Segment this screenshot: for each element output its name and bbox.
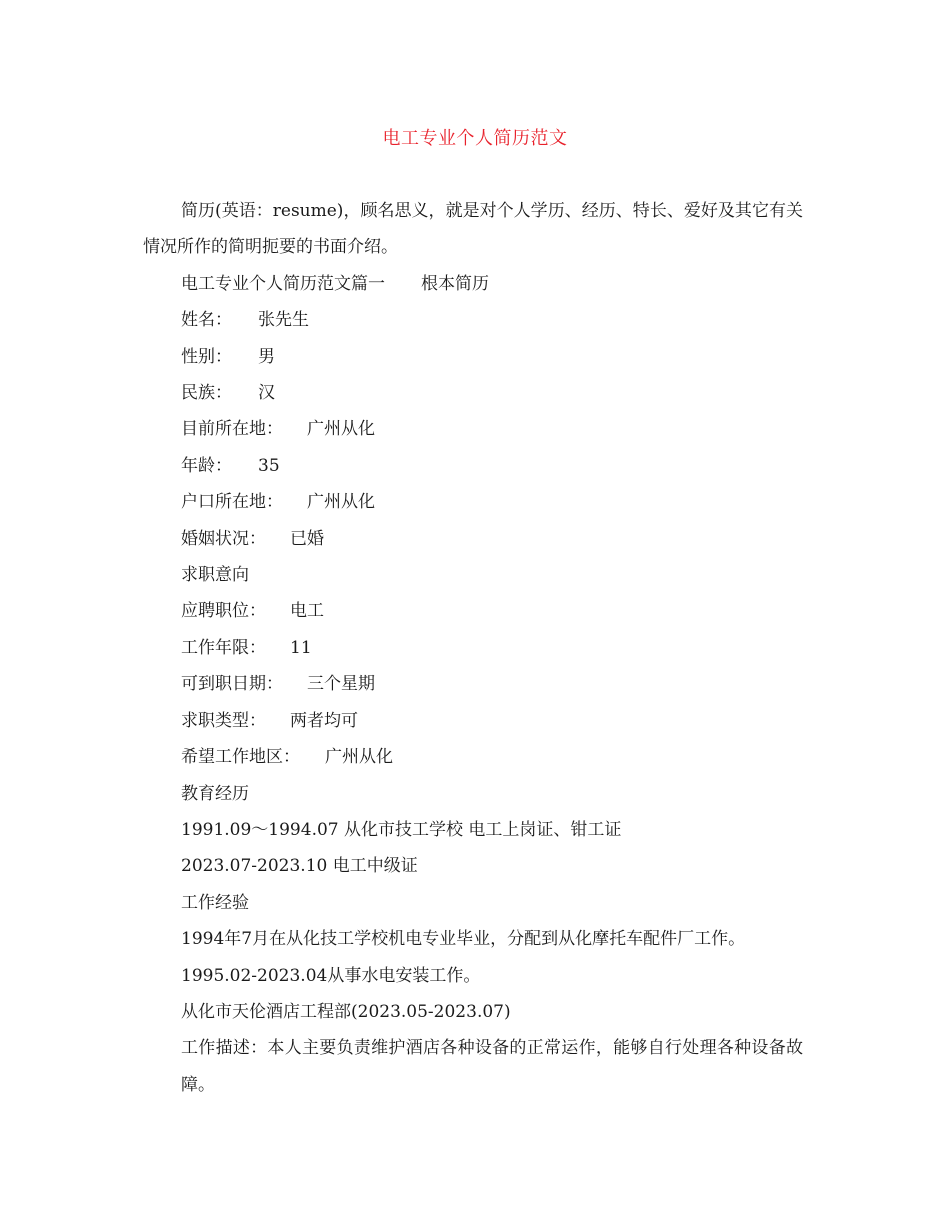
work-item: 1995.02-2023.04从事水电安装工作。: [181, 965, 481, 986]
education-item: 1991.09～1994.07 从化市技工学校 电工上岗证、钳工证: [181, 819, 622, 840]
document-body: [143, 193, 803, 1103]
field-job-type: [143, 703, 803, 739]
education-heading: 教育经历: [181, 783, 249, 804]
section-subheading: 根本简历: [421, 273, 489, 294]
field-label: 性别：: [181, 346, 232, 367]
field-label: 年龄：: [181, 455, 232, 476]
document-title: 电工专业个人简历范文: [382, 128, 568, 149]
work-item: 从化市天伦酒店工程部(2023.05-2023.07): [181, 1001, 511, 1022]
field-label: 希望工作地区：: [181, 747, 300, 768]
field-label: 应聘职位：: [181, 601, 266, 622]
field-value: 广州从化: [307, 419, 375, 440]
field-label: 姓名：: [181, 310, 232, 331]
field-label: 婚姻状况：: [181, 528, 266, 549]
work-heading: 工作经验: [181, 892, 249, 913]
field-name: [143, 302, 803, 338]
section-heading: 电工专业个人简历范文篇一: [181, 273, 385, 294]
field-value: 张先生: [258, 310, 309, 331]
field-value: 已婚: [290, 528, 324, 549]
field-current-location: [143, 411, 803, 447]
intro-paragraph: 简历(英语：resume)，顾名思义，就是对个人学历、经历、特长、爱好及其它有关情况所作的简明扼要的书面介绍。: [143, 201, 803, 258]
field-label: 目前所在地：: [181, 419, 283, 440]
field-value: 男: [258, 346, 275, 367]
field-value: 汉: [258, 383, 275, 404]
work-item: 1994年7月在从化技工学校机电专业毕业，分配到从化摩托车配件厂工作。: [181, 929, 746, 950]
field-label: 可到职日期：: [181, 674, 283, 695]
field-value: 35: [258, 455, 280, 476]
work-description: 工作描述：本人主要负责维护酒店各种设备的正常运作，能够自行处理各种设备故障。: [181, 1038, 803, 1095]
field-age: [143, 448, 803, 484]
field-value: 电工: [290, 601, 324, 622]
field-marital-status: [143, 521, 803, 557]
field-value: 广州从化: [307, 492, 375, 513]
section-heading-line: [143, 266, 803, 302]
field-gender: [143, 339, 803, 375]
education-item: 2023.07-2023.10 电工中级证: [181, 856, 418, 877]
field-hukou-location: [143, 484, 803, 520]
field-position: [143, 593, 803, 629]
field-label: 民族：: [181, 383, 232, 404]
field-desired-region: [143, 739, 803, 775]
field-ethnicity: [143, 375, 803, 411]
field-value: 三个星期: [307, 674, 375, 695]
field-value: 两者均可: [290, 710, 358, 731]
field-label: 求职类型：: [181, 710, 266, 731]
field-value: 广州从化: [325, 747, 393, 768]
intent-heading: 求职意向: [181, 565, 249, 586]
field-start-date: [143, 666, 803, 702]
field-value: 11: [290, 637, 312, 658]
field-label: 户口所在地：: [181, 492, 283, 513]
field-years: [143, 630, 803, 666]
field-label: 工作年限：: [181, 637, 266, 658]
